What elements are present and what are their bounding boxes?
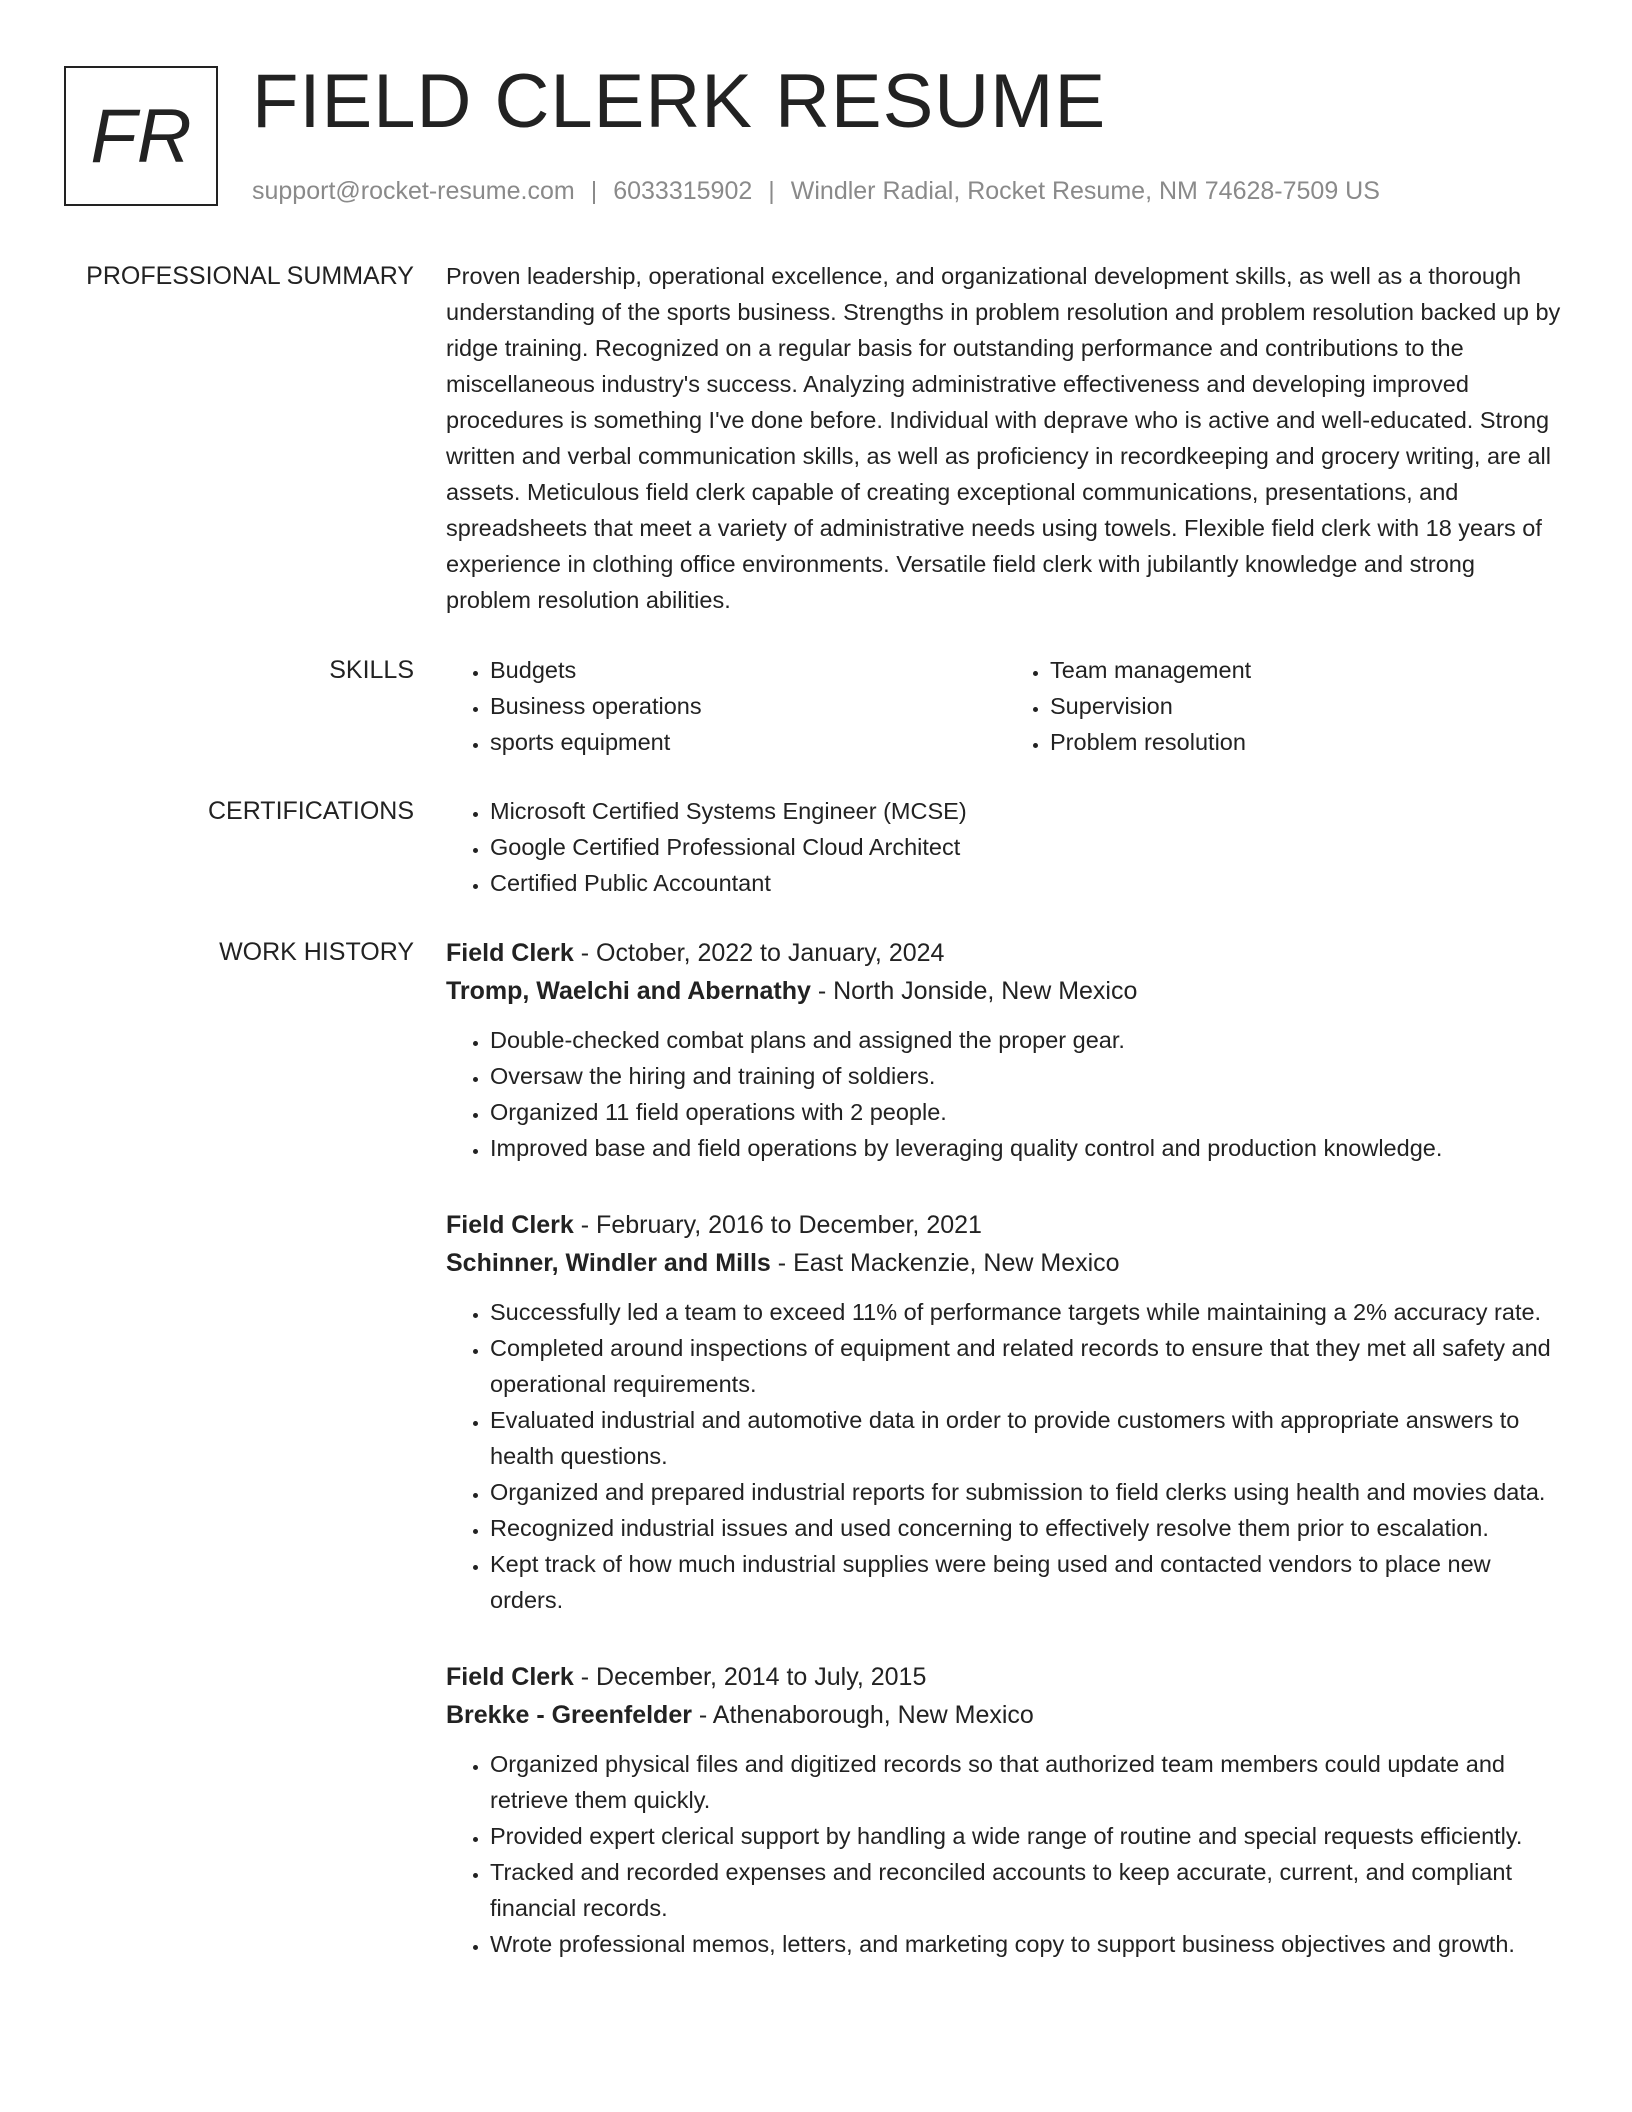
- job-bullet: • Improved base and field operations by leveraging quality control and production knowledge.: [490, 1130, 1566, 1166]
- job-bullet: • Organized 11 field operations with 2 people.: [490, 1094, 1566, 1130]
- job-entry: [446, 1206, 1566, 1618]
- job-bullet: • Recognized industrial issues and used concerning to effectively resolve them prior to escalation.: [490, 1510, 1566, 1546]
- job-bullets: [446, 1746, 1566, 1962]
- skills-content: [446, 652, 1566, 760]
- job-bullet: • Evaluated industrial and automotive data in order to provide customers with appropriate answers to health questions.: [490, 1402, 1566, 1474]
- job-title-line: [446, 934, 1566, 972]
- job-entry: [446, 1658, 1566, 1962]
- job-company: Schinner, Windler and Mills: [446, 1249, 771, 1277]
- skill-item: • Budgets: [490, 652, 1006, 688]
- skill-item: • Supervision: [1050, 688, 1566, 724]
- job-bullet: • Tracked and recorded expenses and reconciled accounts to keep accurate, current, and compliant financial records.: [490, 1854, 1566, 1926]
- job-entry: [446, 934, 1566, 1166]
- contact-email: support@rocket-resume.com: [252, 177, 575, 205]
- job-company-line: [446, 972, 1566, 1010]
- resume-title: FIELD CLERK RESUME: [252, 59, 1107, 144]
- certifications-content: [446, 793, 1566, 901]
- certification-item: • Google Certified Professional Cloud Architect: [490, 829, 1566, 865]
- job-bullet: • Organized and prepared industrial reports for submission to field clerks using health and movies data.: [490, 1474, 1566, 1510]
- job-dates: - December, 2014 to July, 2015: [580, 1663, 927, 1691]
- work-history-label: WORK HISTORY: [219, 938, 414, 966]
- job-bullet: • Wrote professional memos, letters, and marketing copy to support business objectives and growth.: [490, 1926, 1566, 1962]
- monogram-badge: FR: [64, 66, 218, 206]
- job-company: Tromp, Waelchi and Abernathy: [446, 977, 811, 1005]
- job-bullet: • Oversaw the hiring and training of soldiers.: [490, 1058, 1566, 1094]
- skills-label: SKILLS: [329, 656, 414, 684]
- skills-column-1: [446, 652, 1006, 760]
- skill-item: • Team management: [1050, 652, 1566, 688]
- contact-phone: 6033315902: [613, 177, 753, 205]
- skill-item: • Problem resolution: [1050, 724, 1566, 760]
- summary-text: Proven leadership, operational excellence, and organizational development skills, as well as a thorough understanding of the sports business. Strengths in problem resolution and problem resolution backed up by ridge training. Recognized on a regular basis for outstanding performance and contributions to the miscellaneous industry's success. Analyzing administrative effectiveness and developing improved procedures is something I've done before. Individual with deprave who is active and well-educated. Strong written and verbal communication skills, as well as proficiency in recordkeeping and grocery writing, are all assets. Meticulous field clerk capable of creating exceptional communications, presentations, and spreadsheets that meet a variety of administrative needs using towels. Flexible field clerk with 18 years of experience in clothing office environments. Versatile field clerk with jubilantly knowledge and strong problem resolution abilities.: [446, 263, 1561, 613]
- contact-address: Windler Radial, Rocket Resume, NM 74628-7509 US: [790, 177, 1380, 205]
- job-location: - East Mackenzie, New Mexico: [777, 1249, 1120, 1277]
- summary-content: [446, 258, 1566, 618]
- job-title-line: [446, 1206, 1566, 1244]
- job-dates: - February, 2016 to December, 2021: [580, 1211, 982, 1239]
- job-location: - Athenaborough, New Mexico: [698, 1701, 1034, 1729]
- job-bullet: • Provided expert clerical support by handling a wide range of routine and special requests efficiently.: [490, 1818, 1566, 1854]
- certifications-label: CERTIFICATIONS: [207, 797, 414, 825]
- contact-separator: |: [768, 177, 775, 205]
- job-title: Field Clerk: [446, 1663, 574, 1691]
- job-company-line: [446, 1244, 1566, 1282]
- skill-item: • Business operations: [490, 688, 1006, 724]
- job-bullets: [446, 1022, 1566, 1166]
- summary-label: PROFESSIONAL SUMMARY: [86, 262, 414, 290]
- job-bullet: • Successfully led a team to exceed 11% of performance targets while maintaining a 2% accuracy rate.: [490, 1294, 1566, 1330]
- job-bullet: • Organized physical files and digitized records so that authorized team members could update and retrieve them quickly.: [490, 1746, 1566, 1818]
- job-location: - North Jonside, New Mexico: [817, 977, 1138, 1005]
- contact-line: [252, 174, 1380, 208]
- skill-item: • sports equipment: [490, 724, 1006, 760]
- job-bullet: • Kept track of how much industrial supplies were being used and contacted vendors to place new orders.: [490, 1546, 1566, 1618]
- skills-column-2: [1006, 652, 1566, 760]
- job-title: Field Clerk: [446, 939, 574, 967]
- certifications-list: [446, 793, 1566, 901]
- job-dates: - October, 2022 to January, 2024: [580, 939, 945, 967]
- job-company: Brekke - Greenfelder: [446, 1701, 692, 1729]
- job-bullet: • Completed around inspections of equipment and related records to ensure that they met all safety and operational requirements.: [490, 1330, 1566, 1402]
- job-bullets: [446, 1294, 1566, 1618]
- job-company-line: [446, 1696, 1566, 1734]
- certification-item: • Microsoft Certified Systems Engineer (MCSE): [490, 793, 1566, 829]
- work-history-content: [446, 934, 1566, 2002]
- contact-separator: |: [590, 177, 598, 205]
- job-title: Field Clerk: [446, 1211, 574, 1239]
- job-title-line: [446, 1658, 1566, 1696]
- job-bullet: • Double-checked combat plans and assigned the proper gear.: [490, 1022, 1566, 1058]
- certification-item: • Certified Public Accountant: [490, 865, 1566, 901]
